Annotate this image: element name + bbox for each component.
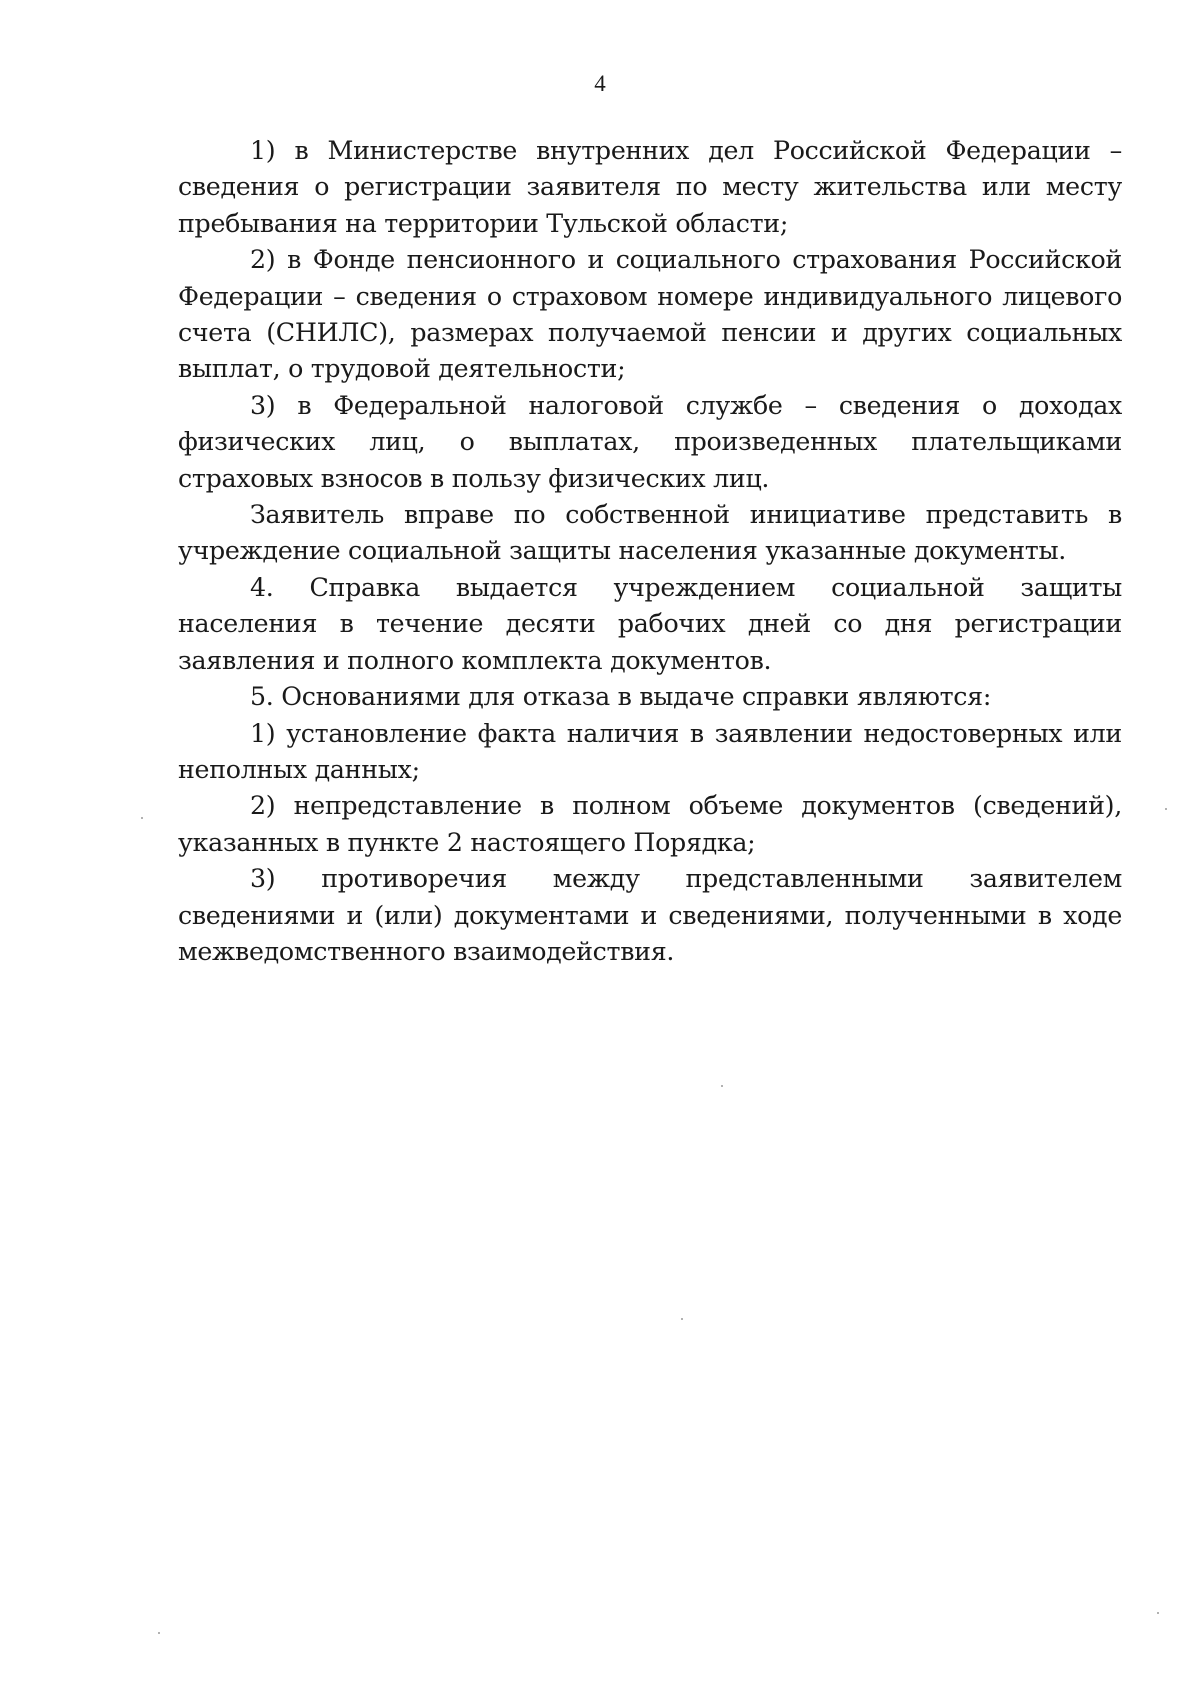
scan-speck xyxy=(681,1318,683,1320)
scan-speck xyxy=(158,1632,160,1634)
scan-speck xyxy=(141,817,143,819)
paragraph-applicant-right: Заявитель вправе по собственной инициативе представить в учреждение социальной защиты населения указанные документы. xyxy=(178,500,1122,566)
paragraph-refusal-1: 1) установление факта наличия в заявлении недостоверных или неполных данных; xyxy=(178,718,1122,784)
paragraph-refusal-2: 2) непредставление в полном объеме документов (сведений), указанных в пункте 2 настоящего Порядка; xyxy=(178,791,1122,857)
paragraph-refusal-3: 3) противоречия между представленными заявителем сведениями и (или) документами и сведениями, полученными в ходе межведомственного взаимодействия. xyxy=(178,864,1122,966)
scan-speck xyxy=(721,1085,723,1087)
paragraph-item-4: 4. Справка выдается учреждением социальной защиты населения в течение десяти рабочих дней со дня регистрации заявления и полного комплекта документов. xyxy=(178,572,1122,675)
paragraph-tax-service-item: 3) в Федеральной налоговой службе – сведения о доходах физических лиц, о выплатах, произведенных плательщиками страховых взносов в пользу физических лиц. xyxy=(178,390,1122,493)
document-body xyxy=(178,133,1122,970)
page-number: 4 xyxy=(594,71,606,96)
paragraph-pension-fund-item: 2) в Фонде пенсионного и социального страхования Российской Федерации – сведения о страховом номере индивидуального лицевого счета (СНИЛС), размерах получаемой пенсии и других социальных выплат, о трудовой деятельности; xyxy=(178,245,1122,384)
scan-speck xyxy=(1157,1612,1159,1614)
scan-speck xyxy=(1165,808,1167,810)
paragraph-item-5: 5. Основаниями для отказа в выдаче справки являются: xyxy=(250,682,992,712)
paragraph-mvd-item: 1) в Министерстве внутренних дел Российской Федерации – сведения о регистрации заявителя по месту жительства или месту пребывания на территории Тульской области; xyxy=(178,136,1122,238)
